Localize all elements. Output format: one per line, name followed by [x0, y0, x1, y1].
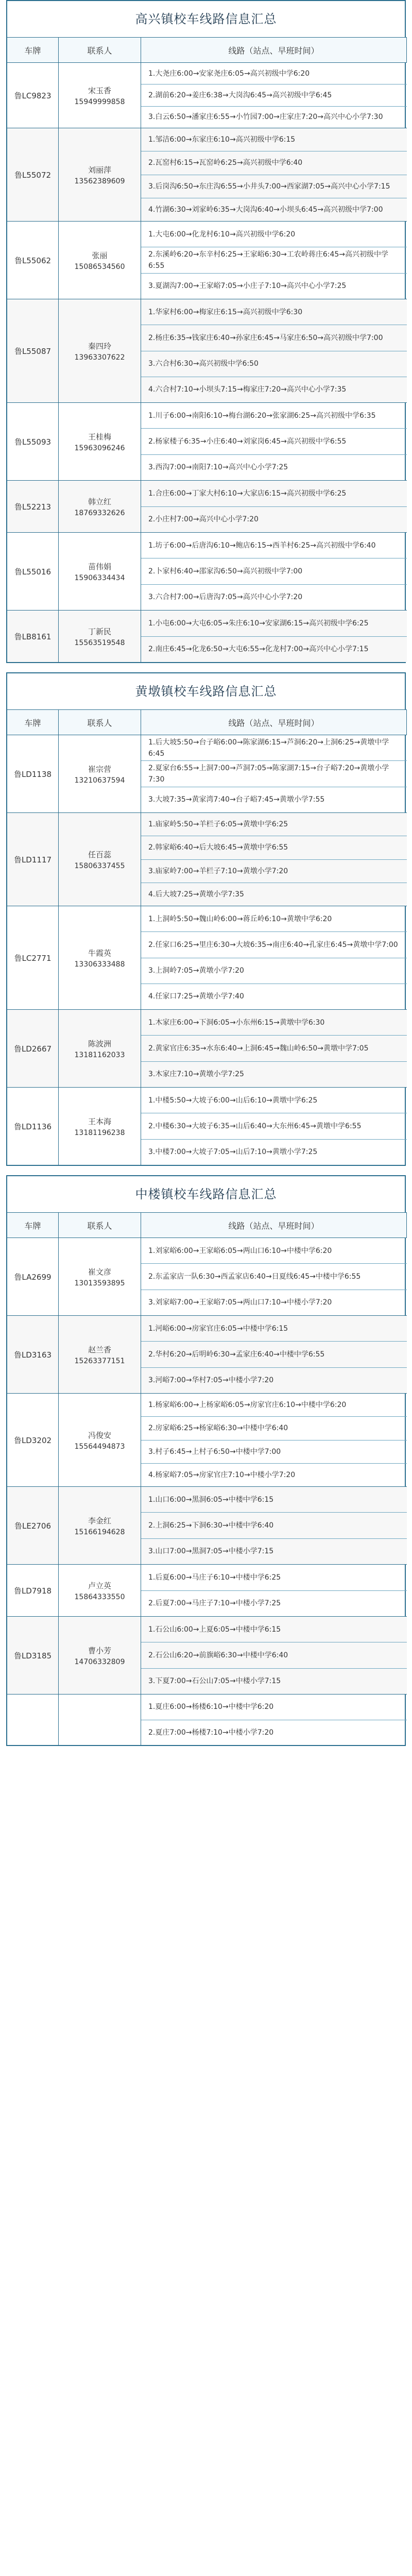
route-text: 3.六合村7:00→后唐沟7:05→高兴中心小学7:20	[148, 593, 303, 602]
route-text: 3.河峪7:00→华村7:05→中楼小学7:20	[148, 1376, 274, 1385]
route-text: 2.杨庄6:35→钱家庄6:40→孙家庄6:45→马家庄6:50→高兴初级中学7:00	[148, 333, 383, 342]
route-text: 1.后大坡5:50→台子峪6:00→陈家湖6:15→芦洞6:20→上洞6:25→黄墩中学6:45	[148, 738, 389, 758]
route-text: 4.竹湖6:30→刘家岭6:35→大岗沟6:40→小坝头6:45→高兴初级中学7:00	[148, 205, 383, 214]
contact-name: 崔宗营	[88, 764, 111, 774]
routes-cell	[141, 1393, 407, 1486]
route-text: 3.白云6:50→潘家庄6:55→小竹园7:00→庄家庄7:20→高兴中心小学7:30	[148, 113, 383, 122]
route-line	[141, 1487, 407, 1512]
route-text: 1.杨家峪6:00→上杨家峪6:05→房家官庄6:10→中楼中学6:20	[148, 1401, 347, 1410]
contact-cell	[59, 906, 141, 1009]
route-line	[141, 454, 407, 480]
route-line	[141, 1238, 407, 1263]
route-text: 3.西沟7:00→南阳7:10→高兴中心小学7:25	[148, 463, 288, 472]
plate-cell: 鲁L55072	[7, 128, 59, 221]
routes-cell	[141, 532, 407, 610]
contact-name: 陈波洲	[88, 1039, 111, 1048]
plate-cell: 鲁L55016	[7, 532, 59, 610]
route-line	[141, 428, 407, 454]
plate-cell: 鲁LD1136	[7, 1087, 59, 1165]
route-text: 1.大屯6:00→化龙村6:10→高兴初级中学6:20	[148, 230, 296, 239]
route-line	[141, 1341, 407, 1367]
routes-cell	[141, 480, 407, 532]
routes-cell	[141, 735, 407, 812]
route-line	[141, 611, 407, 636]
route-line	[141, 1061, 407, 1087]
contact-phone: 15963096246	[74, 444, 125, 452]
route-text: 2.后夏7:00→马庄子7:10→中楼小学7:25	[148, 1599, 281, 1608]
route-line	[141, 931, 407, 957]
section-title: 中楼镇校车线路信息汇总	[6, 1175, 406, 1212]
contact-name: 韩立红	[88, 497, 111, 506]
route-line	[141, 984, 407, 1009]
section-gap	[6, 1166, 406, 1175]
route-text: 2.房家峪6:25→杨家峪6:30→中楼中学6:40	[148, 1424, 288, 1433]
contact-name: 丁新民	[88, 626, 111, 636]
route-text: 3.庙家岭7:00→羊栏子7:10→黄墩小学7:20	[148, 867, 288, 875]
route-line	[141, 1538, 407, 1564]
routes-cell	[141, 1564, 407, 1616]
routes-cell	[141, 1486, 407, 1564]
plate-cell: 鲁LD2667	[7, 1009, 59, 1087]
route-text: 1.河峪6:00→房家官庄6:05→中楼中学6:15	[148, 1324, 288, 1333]
route-line	[141, 760, 407, 786]
header-contact: 联系人	[59, 37, 141, 62]
route-text: 1.小屯6:00→大屯6:05→朱庄6:10→安家湖6:15→高兴初级中学6:25	[148, 619, 369, 628]
route-text: 1.刘家峪6:00→王家峪6:05→两山口6:10→中楼中学6:20	[148, 1246, 332, 1255]
route-line	[141, 247, 407, 273]
route-text: 2.夏庄7:00→杨楼7:10→中楼小学7:20	[148, 1728, 274, 1737]
route-text: 3.六合村6:30→高兴初级中学6:50	[148, 360, 259, 368]
route-text: 2.瓦窑村6:15→瓦窑岭6:25→高兴初级中学6:40	[148, 159, 303, 167]
header-route: 线路（站点、早班时间）	[141, 709, 407, 735]
contact-name: 牛霞英	[88, 948, 111, 958]
routes-cell	[141, 1238, 407, 1315]
contact-cell	[59, 1009, 141, 1087]
header-plate: 车牌	[7, 37, 59, 62]
route-text: 2.中楼6:30→大坡子6:35→山后6:40→大东州6:45→黄墩中学6:55	[148, 1122, 362, 1130]
route-line	[141, 1642, 407, 1668]
route-line	[141, 1394, 407, 1416]
route-line	[141, 836, 407, 859]
route-text: 3.夏湖沟7:00→王家峪7:05→小庄子7:10→高兴中心小学7:25	[148, 282, 347, 291]
routes-cell	[141, 299, 407, 402]
contact-phone: 15166194628	[74, 1528, 125, 1536]
contact-cell	[59, 480, 141, 532]
route-text: 1.坊子6:00→后唐沟6:10→鲍店6:15→西羊村6:25→高兴初级中学6:40	[148, 541, 376, 550]
route-text: 3.中楼7:00→大坡子7:05→山后7:10→黄墩小学7:25	[148, 1148, 318, 1157]
header-contact: 联系人	[59, 1212, 141, 1238]
contact-cell	[59, 62, 141, 128]
route-line	[141, 198, 407, 221]
contact-name: 苗伟娟	[88, 562, 111, 571]
route-line	[141, 175, 407, 198]
route-text: 2.东孟家店一队6:30→西孟家店6:40→日夏线6:45→中楼中学6:55	[148, 1272, 361, 1281]
routes-cell	[141, 812, 407, 906]
route-text: 1.中楼5:50→大坡子6:00→山后6:10→黄墩中学6:25	[148, 1096, 318, 1105]
route-line	[141, 481, 407, 506]
contact-cell	[59, 402, 141, 480]
route-line	[141, 584, 407, 610]
contact-cell	[59, 128, 141, 221]
route-text: 1.川子6:00→南阳6:10→梅台湖6:20→张家湖6:25→高兴初级中学6:35	[148, 411, 376, 420]
route-text: 1.夏庄6:00→杨楼6:10→中楼中学6:20	[148, 1703, 274, 1711]
contact-phone: 13210637594	[74, 776, 125, 785]
route-line	[141, 533, 407, 558]
section-title: 黄墩镇校车线路信息汇总	[6, 672, 406, 709]
route-text: 3.村子6:45→上村子6:50→中楼中学7:00	[148, 1447, 281, 1456]
contact-cell	[59, 812, 141, 906]
contact-cell	[59, 1694, 141, 1745]
contact-name: 王本海	[88, 1116, 111, 1126]
route-line	[141, 1694, 407, 1720]
contact-phone: 15806337455	[74, 861, 125, 870]
route-line	[141, 1440, 407, 1463]
route-line	[141, 636, 407, 663]
route-line	[141, 1565, 407, 1590]
route-text: 1.庙家岭5:50→羊栏子6:05→黄墩中学6:25	[148, 820, 288, 829]
plate-cell: 鲁LE2706	[7, 1486, 59, 1564]
contact-cell	[59, 1238, 141, 1315]
header-plate: 车牌	[7, 1212, 59, 1238]
header-plate: 车牌	[7, 709, 59, 735]
route-line	[141, 1088, 407, 1113]
route-text: 2.湖前6:20→姜庄6:38→大岗沟6:45→高兴初级中学6:45	[148, 91, 332, 99]
route-line	[141, 403, 407, 428]
route-text: 2.卜家村6:40→邵家沟6:50→高兴初级中学7:00	[148, 567, 303, 575]
route-text: 2.韩家峪6:40→后大坡6:45→黄墩中学6:55	[148, 843, 288, 852]
route-line	[141, 1463, 407, 1486]
routes-cell	[141, 1087, 407, 1165]
route-text: 1.木家庄6:00→下洞6:05→小东州6:15→黄墩中学6:30	[148, 1018, 325, 1027]
contact-name: 李金红	[88, 1516, 111, 1526]
contact-name: 张丽	[92, 250, 108, 260]
contact-phone: 15086534560	[74, 262, 125, 271]
contact-name: 王桂梅	[88, 432, 111, 442]
route-line	[141, 506, 407, 533]
route-line	[141, 735, 407, 760]
contact-phone: 13562389609	[74, 177, 125, 185]
contact-cell	[59, 1087, 141, 1165]
route-text: 2.石公山6:20→前旗峪6:30→中楼中学6:40	[148, 1651, 288, 1659]
route-line	[141, 883, 407, 906]
contact-cell	[59, 1486, 141, 1564]
contact-cell	[59, 610, 141, 662]
route-text: 1.山口6:00→黑洞6:05→中楼中学6:15	[148, 1495, 274, 1504]
route-text: 3.下夏7:00→石公山7:05→中楼小学7:15	[148, 1677, 281, 1686]
route-line	[141, 1263, 407, 1289]
contact-phone: 13181196238	[74, 1128, 125, 1137]
contact-name: 赵兰香	[88, 1345, 111, 1354]
plate-cell: 鲁L55087	[7, 299, 59, 402]
contact-phone: 13013593895	[74, 1279, 125, 1287]
route-line	[141, 1617, 407, 1642]
route-table	[6, 1212, 406, 1746]
route-text: 3.上洞岭7:05→黄墩小学7:20	[148, 967, 244, 975]
routes-cell	[141, 610, 407, 662]
route-text: 2.小庄村7:00→高兴中心小学7:20	[148, 515, 259, 524]
routes-cell	[141, 906, 407, 1009]
route-line	[141, 151, 407, 174]
routes-cell	[141, 1616, 407, 1694]
route-line	[141, 906, 407, 931]
contact-cell	[59, 532, 141, 610]
route-line	[141, 1316, 407, 1341]
plate-cell: 鲁LC9823	[7, 62, 59, 128]
route-line	[141, 1416, 407, 1439]
route-text: 2.上洞6:25→下洞6:30→中楼中学6:40	[148, 1521, 274, 1530]
route-text: 4.后大坡7:25→黄墩小学7:35	[148, 890, 244, 899]
route-text: 2.黄家官庄6:35→水东6:40→上洞6:45→魏山岭6:50→黄墩中学7:05	[148, 1044, 369, 1053]
route-text: 2.杨家楼子6:35→小庄6:40→刘家岗6:45→高兴初级中学6:55	[148, 437, 347, 446]
route-line	[141, 299, 407, 325]
plate-cell: 鲁L55062	[7, 221, 59, 299]
route-line	[141, 222, 407, 247]
contact-phone: 15906334434	[74, 573, 125, 582]
contact-phone: 15949999858	[74, 97, 125, 106]
contact-name: 任百蕊	[88, 850, 111, 859]
route-line	[141, 1367, 407, 1393]
contact-phone: 13306333488	[74, 960, 125, 969]
route-text: 2.任家口6:25→里庄6:30→大坡6:35→南庄6:40→孔家庄6:45→黄墩中学7:00	[148, 940, 398, 949]
route-text: 4.任家口7:25→黄墩小学7:40	[148, 992, 244, 1001]
plate-cell: 鲁LC2771	[7, 906, 59, 1009]
section-title: 高兴镇校车线路信息汇总	[6, 0, 406, 37]
plate-cell: 鲁LD1138	[7, 735, 59, 812]
contact-cell	[59, 735, 141, 812]
contact-name: 秦四玲	[88, 341, 111, 351]
route-text: 1.大尧庄6:00→安家尧庄6:05→高兴初级中学6:20	[148, 69, 310, 78]
route-table	[6, 709, 406, 1166]
route-line	[141, 84, 407, 106]
plate-cell: 鲁LD3185	[7, 1616, 59, 1694]
route-line	[141, 106, 407, 128]
section-zhonglou	[6, 1175, 406, 1746]
route-line	[141, 351, 407, 377]
route-line	[141, 1113, 407, 1139]
plate-cell: 鲁LD3202	[7, 1393, 59, 1486]
contact-name: 曹小芳	[88, 1646, 111, 1655]
contact-name: 冯俊安	[88, 1430, 111, 1440]
plate-cell: 鲁L52213	[7, 480, 59, 532]
contact-cell	[59, 1564, 141, 1616]
contact-phone: 13181162033	[74, 1050, 125, 1059]
route-table	[6, 37, 406, 663]
plate-cell: 鲁LD1117	[7, 812, 59, 906]
route-line	[141, 1512, 407, 1538]
document-page	[6, 0, 406, 1746]
contact-cell	[59, 299, 141, 402]
route-text: 2.东溪岭6:20→东辛村6:25→王家峪6:30→工农岭蒋庄6:45→高兴初级中学6:55	[148, 250, 389, 270]
route-line	[141, 1139, 407, 1165]
section-huangdun	[6, 672, 406, 1166]
contact-name: 卢立英	[88, 1581, 111, 1590]
contact-name: 崔文彦	[88, 1267, 111, 1277]
route-line	[141, 325, 407, 350]
route-text: 4.六合村7:10→小坝头7:15→梅家庄7:20→高兴中心小学7:35	[148, 385, 347, 394]
contact-cell	[59, 1616, 141, 1694]
routes-cell	[141, 1315, 407, 1393]
route-text: 1.上洞岭5:50→魏山岭6:00→蒋丘岭6:10→黄墩中学6:20	[148, 914, 332, 923]
contact-phone: 15564494873	[74, 1442, 125, 1451]
route-line	[141, 787, 407, 812]
contact-cell	[59, 1393, 141, 1486]
routes-cell	[141, 402, 407, 480]
route-line	[141, 377, 407, 402]
plate-cell: 鲁LA2699	[7, 1238, 59, 1315]
route-line	[141, 63, 407, 84]
route-text: 3.木家庄7:10→黄墩小学7:25	[148, 1070, 244, 1079]
routes-cell	[141, 1694, 407, 1745]
section-gaoxing	[6, 0, 406, 663]
route-text: 3.后岗沟6:50→东庄沟6:55→小井头7:00→西家湖7:05→高兴中心小学7:15	[148, 182, 390, 191]
route-line	[141, 273, 407, 299]
routes-cell	[141, 128, 407, 221]
routes-cell	[141, 1009, 407, 1087]
plate-cell: 鲁LD7918	[7, 1564, 59, 1616]
plate-cell: 鲁LD3163	[7, 1315, 59, 1393]
route-text: 3.山口7:00→黑洞7:05→中楼小学7:15	[148, 1547, 274, 1556]
route-text: 3.大坡7:35→黄家湾7:40→台子峪7:45→黄墩小学7:55	[148, 795, 325, 804]
route-line	[141, 1035, 407, 1061]
route-text: 1.邹洁6:00→东家庄6:10→高兴初级中学6:15	[148, 135, 296, 144]
routes-cell	[141, 62, 407, 128]
route-text: 1.华家村6:00→梅家庄6:15→高兴初级中学6:30	[148, 308, 303, 316]
contact-cell	[59, 221, 141, 299]
route-line	[141, 813, 407, 836]
header-route: 线路（站点、早班时间）	[141, 1212, 407, 1238]
route-line	[141, 128, 407, 151]
route-text: 1.后夏6:00→马庄子6:10→中楼中学6:25	[148, 1573, 281, 1582]
route-text: 4.杨家峪7:05→房家官庄7:10→中楼小学7:20	[148, 1470, 296, 1479]
route-text: 3.刘家峪7:00→王家峪7:05→两山口7:10→中楼小学7:20	[148, 1298, 332, 1307]
section-gap	[6, 663, 406, 672]
route-line	[141, 859, 407, 883]
plate-cell	[7, 1694, 59, 1745]
route-text: 2.华村6:20→后明岭6:30→孟家庄6:40→中楼中学6:55	[148, 1350, 325, 1359]
contact-phone: 18769332626	[74, 509, 125, 517]
contact-name: 刘丽萍	[88, 165, 111, 175]
contact-phone: 15864333550	[74, 1592, 125, 1601]
contact-name: 宋玉香	[88, 86, 111, 95]
route-text: 2.夏家台6:55→上洞7:00→芦洞7:05→陈家湖7:15→台子峪7:20→黄墩小学7:30	[148, 764, 389, 784]
route-line	[141, 1290, 407, 1315]
route-text: 2.南庄6:45→化龙6:50→大屯6:55→化龙村7:00→高兴中心小学7:15	[148, 645, 369, 654]
route-text: 1.合庄6:00→丁家大村6:10→大家店6:15→高兴初级中学6:25	[148, 489, 347, 498]
contact-phone: 15263377151	[74, 1357, 125, 1365]
route-line	[141, 1668, 407, 1694]
route-line	[141, 1590, 407, 1617]
contact-cell	[59, 1315, 141, 1393]
route-line	[141, 1010, 407, 1035]
plate-cell: 鲁LB8161	[7, 610, 59, 662]
contact-phone: 15563519548	[74, 638, 125, 647]
header-contact: 联系人	[59, 709, 141, 735]
route-line	[141, 958, 407, 984]
header-route: 线路（站点、早班时间）	[141, 37, 407, 62]
plate-cell: 鲁L55093	[7, 402, 59, 480]
route-line	[141, 558, 407, 584]
routes-cell	[141, 221, 407, 299]
route-line	[141, 1720, 407, 1745]
contact-phone: 13963307622	[74, 353, 125, 362]
route-text: 1.石公山6:00→上夏6:05→中楼中学6:15	[148, 1625, 281, 1634]
contact-phone: 14706332809	[74, 1657, 125, 1666]
